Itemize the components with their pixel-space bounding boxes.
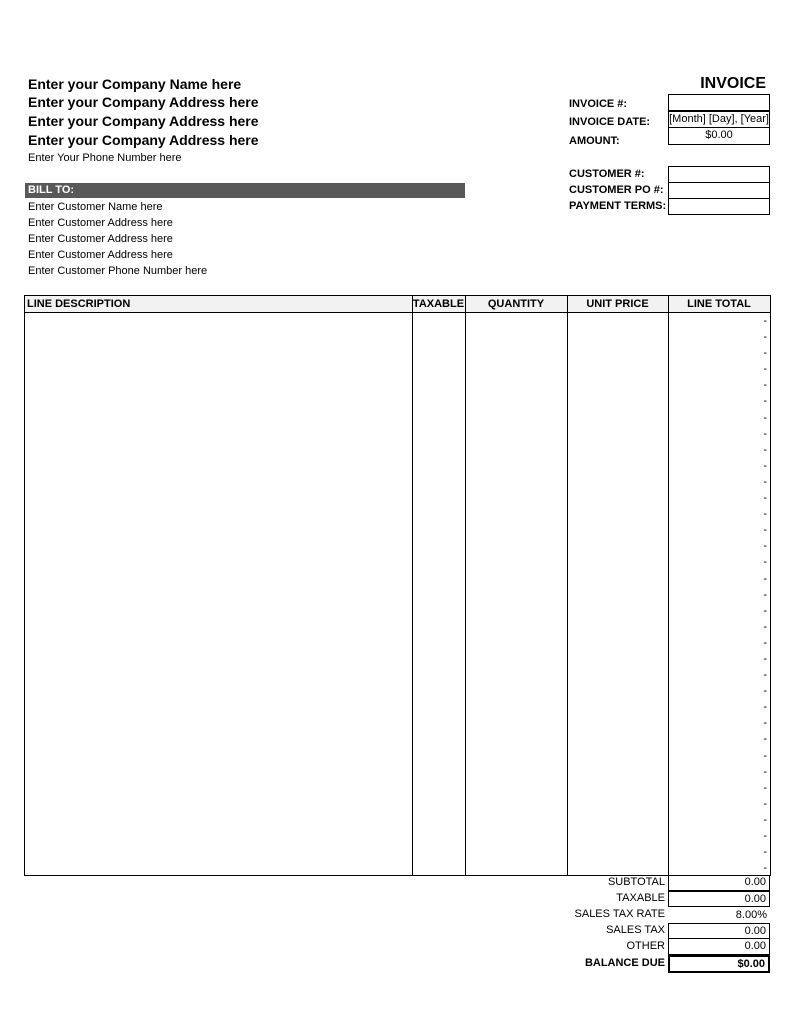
invoice-number-label: INVOICE #: [569,98,628,110]
customer-po-field[interactable] [668,182,770,199]
line-total-cell: - [763,652,767,665]
line-total-cell: - [763,411,767,424]
customer-number-field[interactable] [668,166,770,183]
column-divider [567,296,568,875]
line-total-cell: - [763,492,767,505]
payment-terms-label: PAYMENT TERMS: [569,200,667,212]
line-items-table [24,295,771,876]
company-name: Enter your Company Name here [28,76,242,92]
customer-phone: Enter Customer Phone Number here [28,265,208,277]
line-total-cell: - [763,604,767,617]
customer-po-label: CUSTOMER PO #: [569,184,664,196]
line-total-cell: - [763,379,767,392]
company-address-2: Enter your Company Address here [28,113,259,129]
header-line-total: LINE TOTAL [687,298,751,310]
company-phone: Enter Your Phone Number here [28,152,182,164]
line-total-cell: - [763,331,767,344]
taxable-value: 0.00 [668,891,770,907]
other-value[interactable]: 0.00 [668,939,770,955]
line-total-cell: - [763,572,767,585]
line-total-cell: - [763,669,767,682]
header-unit-price: UNIT PRICE [586,298,649,310]
customer-address-2: Enter Customer Address here [28,233,173,245]
balance-due-value: $0.00 [668,955,770,973]
line-total-cell: - [763,749,767,762]
sales-tax-label: SALES TAX [606,924,665,936]
line-total-cell: - [763,781,767,794]
line-total-cell: - [763,427,767,440]
customer-number-label: CUSTOMER #: [569,168,645,180]
other-label: OTHER [626,940,665,952]
sales-tax-rate-value[interactable]: 8.00% [735,909,767,921]
line-total-cell: - [763,363,767,376]
line-total-cell: - [763,524,767,537]
sales-tax-rate-label: SALES TAX RATE [574,908,665,920]
line-total-cell: - [763,797,767,810]
invoice-date-field[interactable]: [Month] [Day], [Year] [668,111,770,128]
amount-label: AMOUNT: [569,135,620,147]
sales-tax-value: 0.00 [668,923,770,939]
line-total-column [669,313,767,876]
customer-address-1: Enter Customer Address here [28,217,173,229]
subtotal-value: 0.00 [668,875,770,891]
line-total-cell: - [763,347,767,360]
amount-field[interactable]: $0.00 [668,128,770,145]
header-line-description: LINE DESCRIPTION [27,298,131,310]
balance-due-label: BALANCE DUE [584,957,665,969]
line-total-cell: - [763,540,767,553]
line-total-cell: - [763,475,767,488]
customer-address-3: Enter Customer Address here [28,249,173,261]
line-total-cell: - [763,395,767,408]
table-header [25,296,770,313]
line-total-cell: - [763,733,767,746]
company-address-3: Enter your Company Address here [28,132,259,148]
invoice-title: INVOICE [700,75,766,92]
line-total-cell: - [763,862,767,875]
invoice-number-field[interactable] [668,94,770,111]
line-total-cell: - [763,588,767,601]
header-quantity: QUANTITY [487,298,545,310]
line-total-cell: - [763,717,767,730]
line-total-cell: - [763,508,767,521]
line-total-cell: - [763,636,767,649]
bill-to-header: BILL TO: [25,183,465,198]
taxable-label: TAXABLE [616,892,665,904]
line-total-cell: - [763,813,767,826]
company-address-1: Enter your Company Address here [28,94,259,110]
column-divider [465,296,466,875]
line-total-cell: - [763,765,767,778]
customer-name: Enter Customer Name here [28,201,163,213]
line-total-cell: - [763,701,767,714]
line-total-cell: - [763,459,767,472]
header-taxable: TAXABLE [412,298,465,310]
payment-terms-field[interactable] [668,198,770,215]
line-total-cell: - [763,443,767,456]
line-total-cell: - [763,846,767,859]
line-total-cell: - [763,556,767,569]
line-total-cell: - [763,620,767,633]
line-total-cell: - [763,685,767,698]
line-total-cell: - [763,315,767,327]
invoice-date-label: INVOICE DATE: [569,116,651,128]
subtotal-label: SUBTOTAL [607,876,665,888]
column-divider [412,296,413,875]
line-total-cell: - [763,830,767,842]
